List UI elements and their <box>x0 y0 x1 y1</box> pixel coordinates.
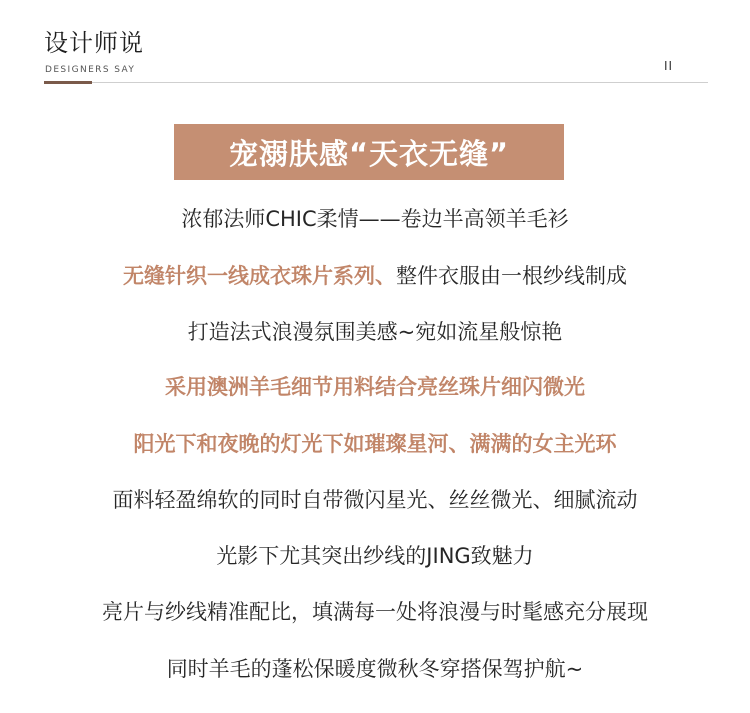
page-title: 设计师说 <box>44 29 144 57</box>
page-subtitle: DESIGNERS SAY <box>45 65 136 75</box>
description-line-7 <box>0 542 750 570</box>
line-text: 光影下尤其突出纱线的JING致魅力 <box>216 544 534 568</box>
line-text-highlight: 阳光下和夜晚的灯光下如璀璨星河、满满的女主光环 <box>133 432 617 456</box>
description-line-5 <box>0 430 750 458</box>
description-line-8 <box>0 598 750 626</box>
header-divider <box>44 82 708 83</box>
page-indicator: II <box>664 59 674 73</box>
header-accent-bar <box>44 81 92 84</box>
line-text: 同时羊毛的蓬松保暖度微秋冬穿搭保驾护航~ <box>166 657 584 681</box>
description-line-2 <box>0 262 750 290</box>
line-text: 面料轻盈绵软的同时自带微闪星光、丝丝微光、细腻流动 <box>112 488 638 512</box>
description-line-9 <box>0 655 750 683</box>
description-line-6 <box>0 486 750 514</box>
line-text: 亮片与纱线精准配比，填满每一处将浪漫与时髦感充分展现 <box>102 600 648 624</box>
line-text: 浓郁法师CHIC柔情——卷边半高领羊毛衫 <box>181 207 569 231</box>
line-text: 整件衣服由一根纱线制成 <box>396 264 627 288</box>
line-text-highlight: 采用澳洲羊毛细节用料结合亮丝珠片细闪微光 <box>165 375 585 399</box>
line-text-highlight: 无缝针织一线成衣珠片系列、 <box>123 264 396 288</box>
line-text: 打造法式浪漫氛围美感~宛如流星般惊艳 <box>187 320 563 344</box>
description-line-3 <box>0 318 750 346</box>
description-line-4 <box>0 373 750 401</box>
description-line-1 <box>0 205 750 233</box>
headline-banner: 宠溺肤感“天衣无缝” <box>174 124 564 180</box>
